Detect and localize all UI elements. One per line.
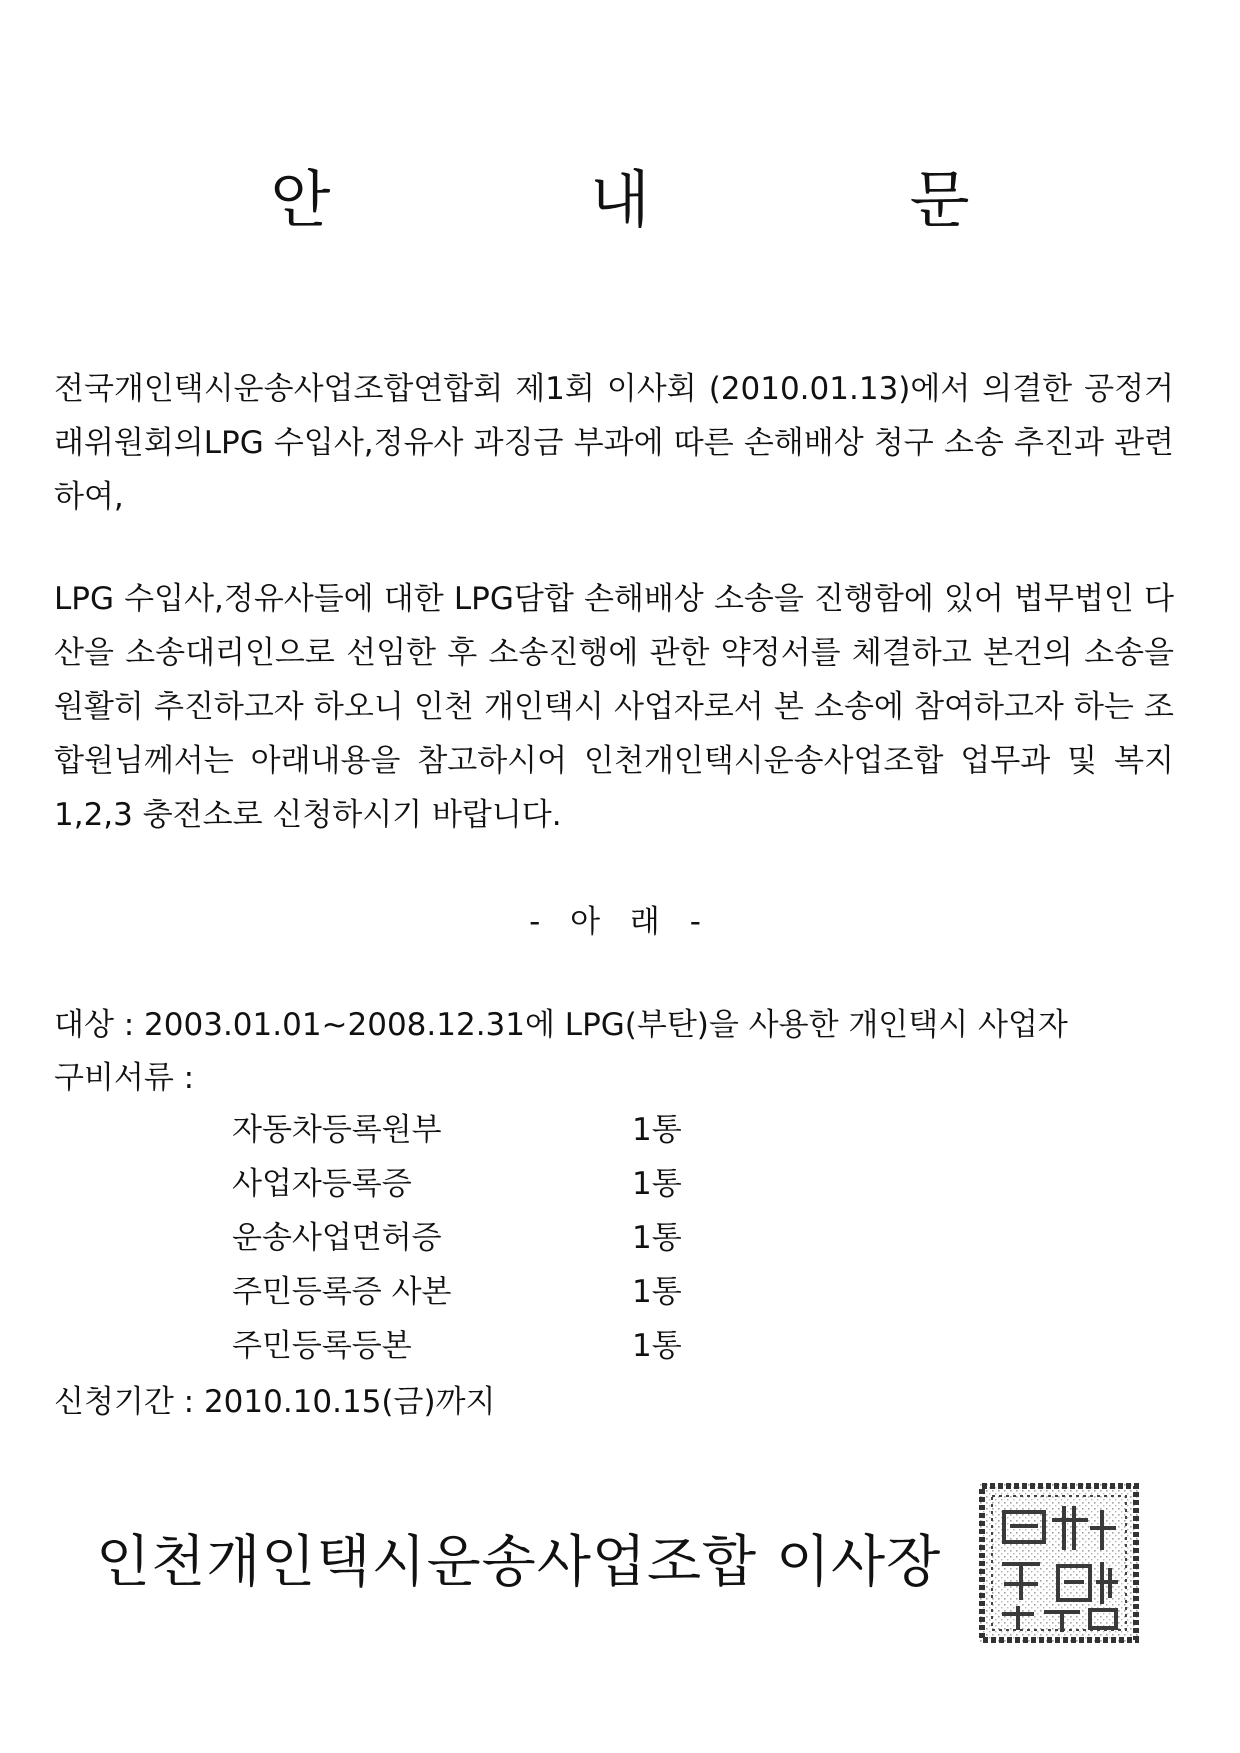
- target-label: 대상 :: [54, 1007, 145, 1043]
- doc-quantity: 1통: [632, 1328, 682, 1364]
- page-title: 안 내 문: [270, 163, 1090, 236]
- list-item: [232, 1218, 692, 1272]
- list-item: [232, 1326, 692, 1380]
- period-value: 2010.10.15(금)까지: [203, 1384, 496, 1420]
- doc-name: 주민등록증 사본: [232, 1274, 452, 1310]
- issuer-signature: 인천개인택시운송사업조합 이사장: [96, 1530, 942, 1595]
- note-heading: - 아 래 -: [529, 904, 711, 940]
- doc-quantity: 1통: [632, 1274, 682, 1310]
- doc-quantity: 1통: [632, 1166, 682, 1202]
- list-item: [232, 1164, 692, 1218]
- required-docs-label: 구비서류 :: [54, 1060, 195, 1096]
- target-line: [54, 1005, 1068, 1045]
- doc-quantity: 1통: [632, 1112, 682, 1148]
- doc-name: 주민등록등본: [232, 1328, 412, 1364]
- official-seal-icon: [974, 1478, 1144, 1648]
- list-item: [232, 1272, 692, 1326]
- doc-quantity: 1통: [632, 1220, 682, 1256]
- period-label: 신청기간 :: [54, 1384, 204, 1420]
- intro-paragraph: 전국개인택시운송사업조합연합회 제1회 이사회 (2010.01.13)에서 의결한 공정거래위원회의LPG 수입사,정유사 과징금 부과에 따른 손해배상 청구 소송 추진과 관련하여,: [54, 371, 1174, 515]
- list-item: [232, 1110, 692, 1164]
- required-docs-list: [232, 1110, 692, 1380]
- doc-name: 자동차등록원부: [232, 1112, 442, 1148]
- application-period-line: [54, 1382, 495, 1422]
- doc-name: 운송사업면허증: [232, 1220, 442, 1256]
- doc-name: 사업자등록증: [232, 1166, 412, 1202]
- request-paragraph: LPG 수입사,정유사들에 대한 LPG담합 손해배상 소송을 진행함에 있어 법무법인 다산을 소송대리인으로 선임한 후 소송진행에 관한 약정서를 체결하고 본건의 소송을 원활히 추진하고자 하오니 인천 개인택시 사업자로서 본 소송에 참여하고자 하는 조합원님께서는 아래내용을 참고하시어 인천개인택시운송사업조합 업무과 및 복지 1,2,3 충전소로 신청하시기 바랍니다.: [54, 581, 1174, 833]
- target-value: 2003.01.01~2008.12.31에 LPG(부탄)을 사용한 개인택시 사업자: [144, 1007, 1068, 1043]
